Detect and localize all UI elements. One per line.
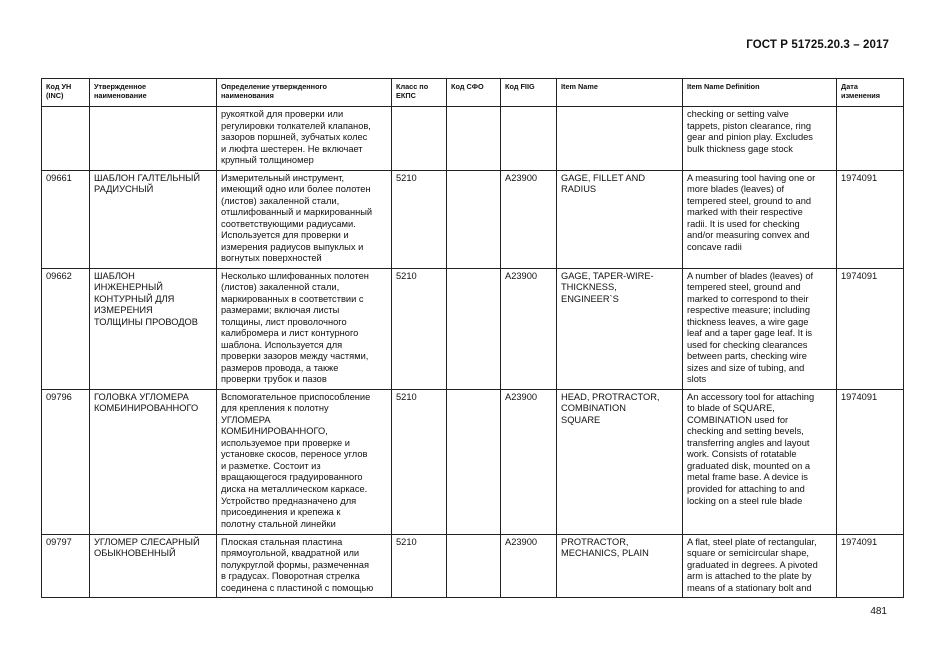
- cell-sfo: [447, 268, 501, 389]
- table-row: [42, 268, 904, 389]
- cell-item-definition: A number of blades (leaves) of tempered steel, ground and marked to correspond to their respective measure; including thickness leaves, a wire gage leaf and a taper gage leaf. It is used for checking clearances between parts, checking wire sizes and size of tubing, and slots: [683, 268, 837, 389]
- table-row: [42, 107, 904, 171]
- cell-item-definition: A measuring tool having one or more blades (leaves) of tempered steel, ground to and marked with their respective radii. It is used for checking and/or measuring convex and concave radii: [683, 170, 837, 268]
- cell-item-name: HEAD, PROTRACTOR, COMBINATION SQUARE: [557, 389, 683, 534]
- cell-approved-name: [90, 107, 217, 171]
- cell-inc: 09796: [42, 389, 90, 534]
- cell-definition: Вспомогательное приспособление для крепления к полотну УГЛОМЕРА КОМБИНИРОВАННОГО, используемое при проверке и установке скосов, переносе углов и разметке. Состоит из вращающегося градуированного диска на металлическом каркасе. Устройство предназначено для присоединения и крепежа к полотну стальной линейки: [217, 389, 392, 534]
- cell-fiig: A23900: [501, 268, 557, 389]
- cell-definition: Плоская стальная пластина прямоугольной, квадратной или полукруглой формы, размеченная в градусах. Поворотная стрелка соединена с пластиной с помощью: [217, 534, 392, 598]
- page-number: 481: [870, 606, 887, 617]
- cell-approved-name: УГЛОМЕР СЛЕСАРНЫЙ ОБЫКНОВЕННЫЙ: [90, 534, 217, 598]
- column-header-item-name: Item Name: [557, 79, 683, 107]
- cell-date: 1974091: [837, 389, 904, 534]
- cell-fiig: [501, 107, 557, 171]
- cell-item-definition: A flat, steel plate of rectangular, square or semicircular shape, graduated in degrees. A pivoted arm is attached to the plate by means of a stationary bolt and: [683, 534, 837, 598]
- cell-class: [392, 107, 447, 171]
- cell-item-name: PROTRACTOR, MECHANICS, PLAIN: [557, 534, 683, 598]
- cell-item-name: [557, 107, 683, 171]
- cell-inc: 09662: [42, 268, 90, 389]
- document-title: ГОСТ Р 51725.20.3 – 2017: [746, 39, 889, 51]
- table-row: [42, 170, 904, 268]
- cell-class: 5210: [392, 389, 447, 534]
- column-header-class: Класс по ЕКПС: [392, 79, 447, 107]
- table-row: [42, 534, 904, 598]
- cell-approved-name: ГОЛОВКА УГЛОМЕРА КОМБИНИРОВАННОГО: [90, 389, 217, 534]
- column-header-item-definition: Item Name Definition: [683, 79, 837, 107]
- cell-item-definition: An accessory tool for attaching to blade of SQUARE, COMBINATION used for checking and setting bevels, transferring angles and layout work. Consists of rotatable graduated disk, mounted on a metal frame base. A device is provided for attaching to and locking on a steel rule blade: [683, 389, 837, 534]
- cell-date: [837, 107, 904, 171]
- cell-inc: 09661: [42, 170, 90, 268]
- column-header-approved-name: Утвержденное наименование: [90, 79, 217, 107]
- cell-fiig: A23900: [501, 534, 557, 598]
- cell-item-name: GAGE, TAPER-WIRE- THICKNESS, ENGINEER`S: [557, 268, 683, 389]
- cell-date: 1974091: [837, 170, 904, 268]
- catalog-table: [41, 78, 904, 598]
- cell-item-name: GAGE, FILLET AND RADIUS: [557, 170, 683, 268]
- column-header-date: Дата изменения: [837, 79, 904, 107]
- table-row: [42, 389, 904, 534]
- cell-sfo: [447, 389, 501, 534]
- cell-class: 5210: [392, 268, 447, 389]
- cell-class: 5210: [392, 534, 447, 598]
- cell-sfo: [447, 534, 501, 598]
- cell-inc: [42, 107, 90, 171]
- cell-approved-name: ШАБЛОН ГАЛТЕЛЬНЫЙ РАДИУСНЫЙ: [90, 170, 217, 268]
- column-header-sfo: Код СФО: [447, 79, 501, 107]
- cell-definition: Несколько шлифованных полотен (листов) закаленной стали, маркированных в соответствии с размерами; включая листы толщины, лист проволочного калибромера и лист контурного шаблона. Используется для проверки зазоров между частями, размеров провода, а также проверки трубок и пазов: [217, 268, 392, 389]
- column-header-fiig: Код FIIG: [501, 79, 557, 107]
- cell-definition: Измерительный инструмент, имеющий одно или более полотен (листов) закаленной стали, отшлифованный и маркированный соответствующими радиусами. Используется для проверки и измерения радиусов выпуклых и вогнутых поверхностей: [217, 170, 392, 268]
- cell-class: 5210: [392, 170, 447, 268]
- cell-inc: 09797: [42, 534, 90, 598]
- cell-definition: рукояткой для проверки или регулировки толкателей клапанов, зазоров поршней, зубчатых колес и люфта шестерен. Не включает крупный толщиномер: [217, 107, 392, 171]
- cell-date: 1974091: [837, 268, 904, 389]
- cell-fiig: A23900: [501, 170, 557, 268]
- cell-item-definition: checking or setting valve tappets, piston clearance, ring gear and pinion play. Excludes bulk thickness gage stock: [683, 107, 837, 171]
- cell-date: 1974091: [837, 534, 904, 598]
- table-header-row: [42, 79, 904, 107]
- cell-approved-name: ШАБЛОН ИНЖЕНЕРНЫЙ КОНТУРНЫЙ ДЛЯ ИЗМЕРЕНИЯ ТОЛЩИНЫ ПРОВОДОВ: [90, 268, 217, 389]
- column-header-inc: Код УН (INC): [42, 79, 90, 107]
- column-header-definition: Определение утвержденного наименования: [217, 79, 392, 107]
- cell-sfo: [447, 170, 501, 268]
- cell-sfo: [447, 107, 501, 171]
- cell-fiig: A23900: [501, 389, 557, 534]
